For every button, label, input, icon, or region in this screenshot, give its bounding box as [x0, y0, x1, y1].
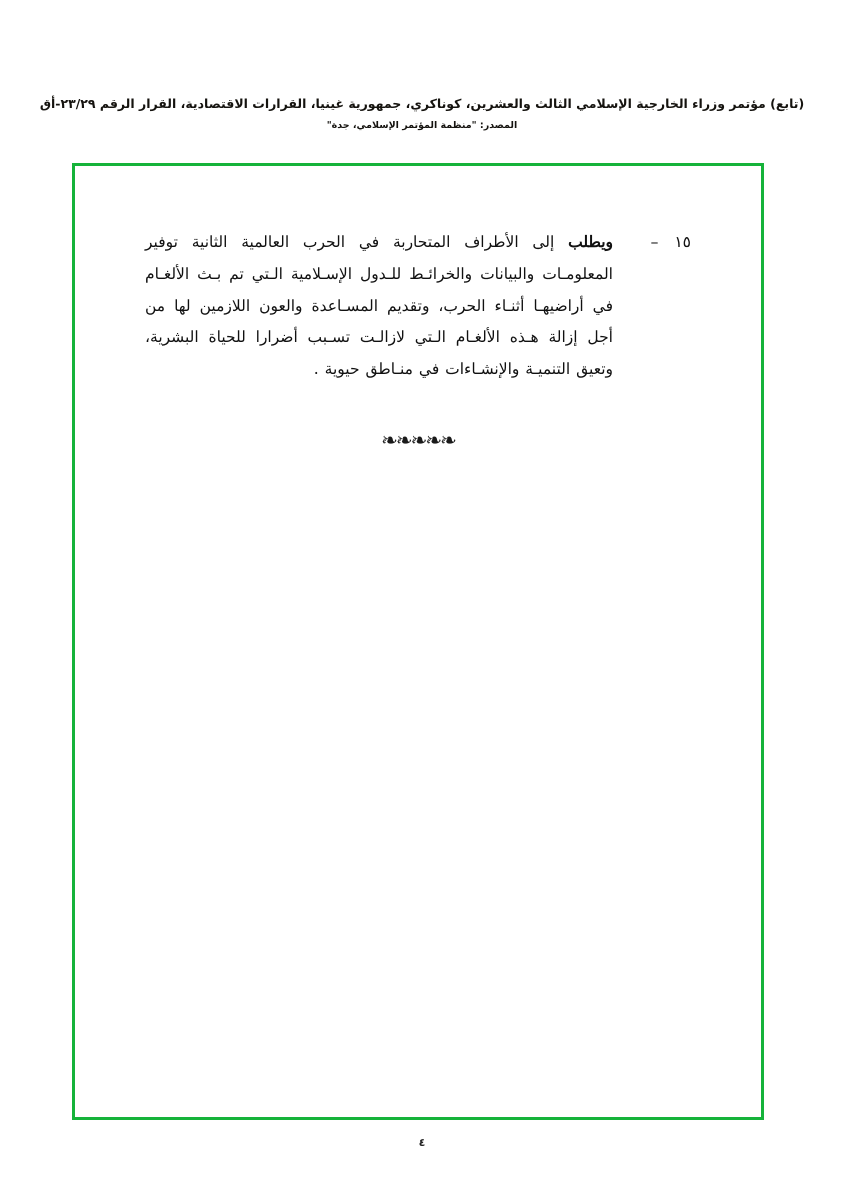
clause-lead-word: ويطلب: [568, 232, 613, 251]
clause-marker: [613, 226, 691, 259]
header-title: (تابع) مؤتمر وزراء الخارجية الإسلامي الثالث والعشرين، كوناكري، جمهورية غينيا، القرارات الاقتصادية، القرار الرقم ٢٣/٢٩-أق: [39, 96, 805, 111]
document-body: [145, 226, 691, 452]
page-number: ٤: [418, 1136, 426, 1149]
clause-15: [145, 226, 691, 386]
ornament-divider: ❧❧❧❧❧: [381, 427, 455, 452]
page-header: [0, 95, 844, 131]
header-source: المصدر: "منظمة المؤتمر الإسلامي، جدة": [326, 119, 518, 131]
clause-dash: –: [650, 233, 659, 251]
green-border-frame: [72, 163, 764, 1120]
clause-number: ١٥: [674, 233, 691, 251]
clause-paragraph: [145, 226, 613, 386]
clause-body-text: إلى الأطراف المتحاربة في الحرب العالمية الثانية توفير المعلومـات والبيانات والخرائـط للـدول الإسـلامية الـتي تم بـث الألغـام في أراضيهـا أثنـاء الحرب، وتقديم المسـاعدة والعون اللازمين لها من أجل إزالة هـذه الألغـام الـتي لازالـت تسـبب أضرارا للحياة البشرية، وتعيق التنميـة والإنشـاءات في منـاطق حيوية .: [145, 233, 613, 379]
